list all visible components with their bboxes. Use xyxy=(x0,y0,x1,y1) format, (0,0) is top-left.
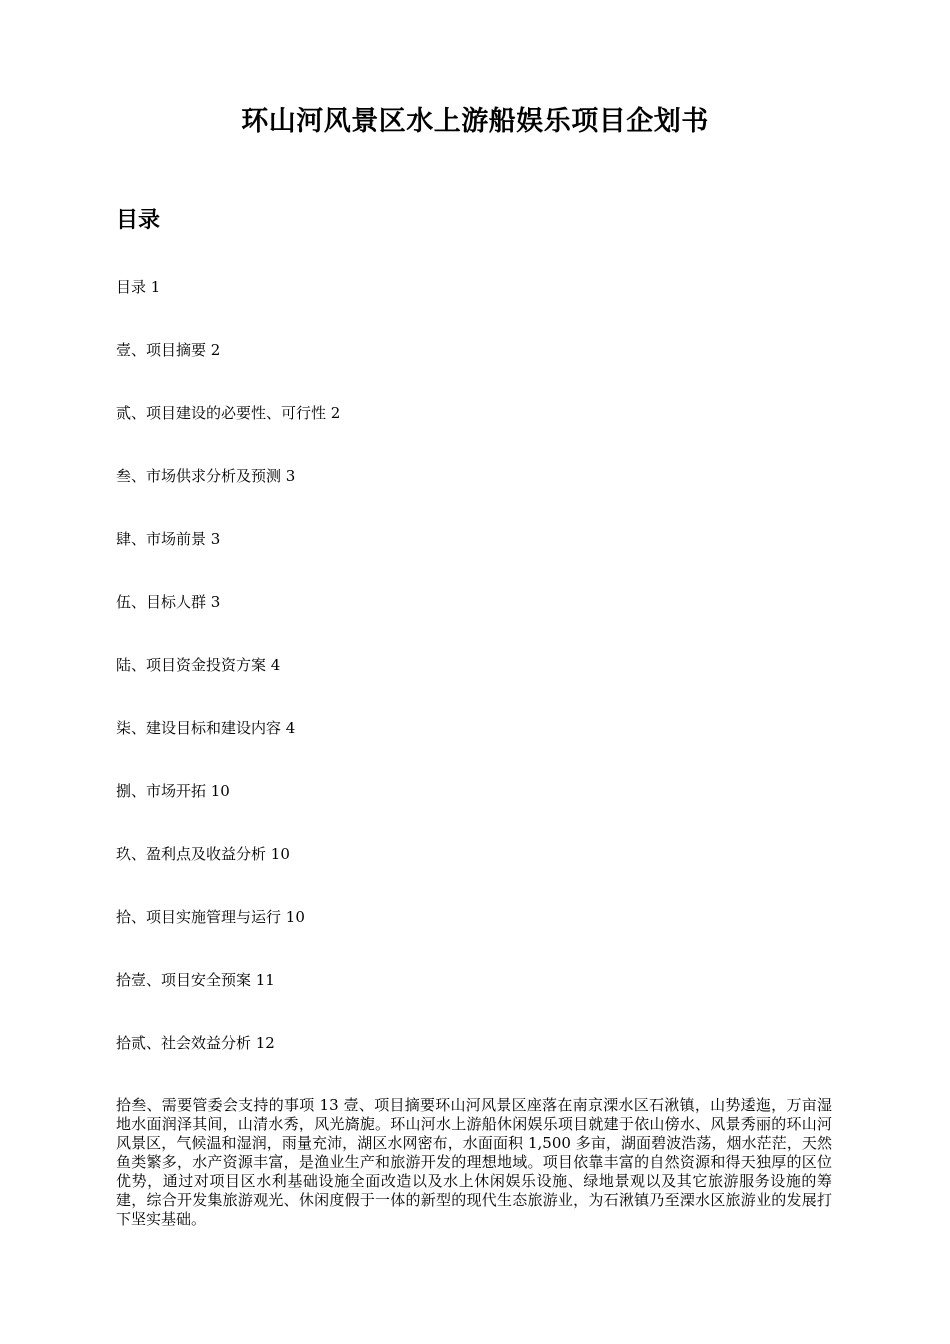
toc-item: 拾贰、社会效益分析 12 xyxy=(116,1034,275,1052)
toc-item: 贰、项目建设的必要性、可行性 2 xyxy=(116,404,341,422)
table-of-contents xyxy=(116,276,340,1095)
toc-item: 拾、项目实施管理与运行 10 xyxy=(116,908,305,926)
toc-item: 拾壹、项目安全预案 11 xyxy=(116,971,275,989)
toc-item: 叁、市场供求分析及预测 3 xyxy=(116,467,296,485)
toc-item: 肆、市场前景 3 xyxy=(116,530,221,548)
toc-item: 玖、盈利点及收益分析 10 xyxy=(116,845,290,863)
toc-item: 陆、项目资金投资方案 4 xyxy=(116,656,281,674)
toc-item: 壹、项目摘要 2 xyxy=(116,341,221,359)
toc-item: 目录 1 xyxy=(116,278,161,296)
toc-heading: 目录 xyxy=(116,208,161,233)
document-title: 环山河风景区水上游船娱乐项目企划书 xyxy=(241,106,709,137)
toc-item: 伍、目标人群 3 xyxy=(116,593,221,611)
body-paragraph: 拾叁、需要管委会支持的事项 13 壹、项目摘要环山河风景区座落在南京溧水区石湫镇，山势逶迤，万亩湿地水面润泽其间，山清水秀，风光旖旎。环山河水上游船休闲娱乐项目就建于依山傍水、风景秀丽的环山河风景区，气候温和湿润，雨量充沛，湖区水网密布，水面面积 1,500 多亩，湖面碧波浩荡，烟水茫茫，天然鱼类繁多，水产资源丰富，是渔业生产和旅游开发的理想地域。项目依靠丰富的自然资源和得天独厚的区位优势，通过对项目区水利基础设施全面改造以及水上休闲娱乐设施、绿地景观以及其它旅游服务设施的筹建，综合开发集旅游观光、休闲度假于一体的新型的现代生态旅游业，为石湫镇乃至溧水区旅游业的发展打下坚实基础。 xyxy=(116,1096,832,1228)
toc-item: 柒、建设目标和建设内容 4 xyxy=(116,719,296,737)
toc-item: 捌、市场开拓 10 xyxy=(116,782,230,800)
